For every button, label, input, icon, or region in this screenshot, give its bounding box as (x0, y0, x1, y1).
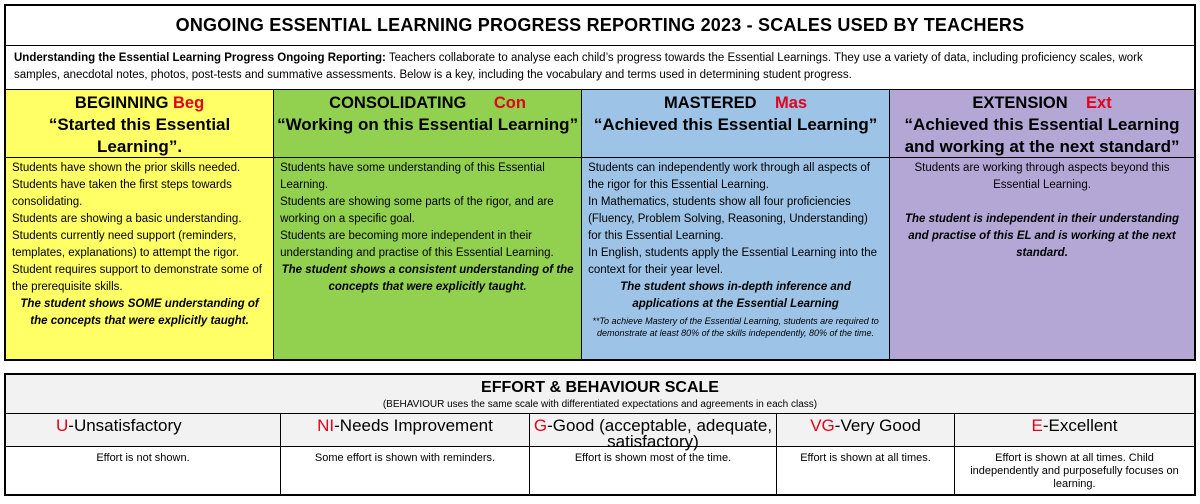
level-emphasis: The student is independent in their understanding and practise of this EL and is working at the next standard. (904, 213, 1180, 259)
level-quote: “Achieved this Essential Learning” (593, 115, 878, 134)
level-line: Students are working through aspects beyond this Essential Learning. (914, 162, 1170, 191)
level-line: In English, students apply the Essential Learning into the context for their year level. (588, 247, 878, 276)
effort-desc-g: Effort is shown most of the time. (530, 447, 777, 494)
effort-label-vg: VG-Very Good (777, 414, 955, 447)
level-abbr: Mas (774, 94, 808, 112)
level-emphasis: The student shows a consistent understanding of the concepts that were explicitly taught. (281, 264, 574, 293)
effort-title: EFFORT & BEHAVIOUR SCALE (481, 379, 719, 396)
learning-progress-table (4, 4, 1196, 361)
intro-paragraph (6, 46, 1194, 90)
level-extension (890, 90, 1194, 359)
level-line: Students are showing a basic understanding. (12, 213, 242, 225)
level-mastered-body (582, 158, 889, 359)
level-line: Students have shown the prior skills needed. (12, 162, 241, 174)
level-quote: “Working on this Essential Learning” (277, 115, 579, 134)
level-beginning-header (6, 90, 273, 158)
level-abbr: Con (493, 94, 526, 112)
effort-label-ni: NI-Needs Improvement (281, 414, 530, 447)
effort-header (6, 375, 1194, 414)
effort-label-e: E-Excellent (955, 414, 1194, 447)
level-name: MASTERED (664, 94, 757, 112)
effort-behaviour-table (4, 373, 1196, 496)
level-line: Student requires support to demonstrate some of the prerequisite skills. (12, 264, 262, 293)
level-extension-header (890, 90, 1194, 158)
effort-desc-row (6, 447, 1194, 494)
effort-label-u: U-Unsatisfactory (6, 414, 281, 447)
effort-desc-ni: Some effort is shown with reminders. (281, 447, 530, 494)
level-line: Students currently need support (reminders, templates, explanations) to attempt the rigor. (12, 230, 239, 259)
level-line: Students are showing some parts of the rigor, and are working on a specific goal. (280, 196, 554, 225)
level-footnote: **To achieve Mastery of the Essential Learning, students are required to demonstrate at least 80% of the skills independently, 80% of the time. (592, 316, 879, 338)
level-line: Students can independently work through all aspects of the rigor for this Essential Learning. (588, 162, 870, 191)
level-abbr: Beg (173, 94, 205, 112)
level-quote: “Achieved this Essential Learning and working at the next standard” (904, 115, 1180, 156)
effort-desc-vg: Effort is shown at all times. (777, 447, 955, 494)
level-abbr: Ext (1086, 94, 1112, 112)
intro-label: Understanding the Essential Learning Progress Ongoing Reporting: (14, 52, 386, 64)
level-name: CONSOLIDATING (329, 94, 467, 112)
level-extension-body (890, 158, 1194, 359)
page-title: ONGOING ESSENTIAL LEARNING PROGRESS REPORTING 2023 - SCALES USED BY TEACHERS (6, 6, 1194, 46)
level-emphasis: The student shows SOME understanding of the concepts that were explicitly taught. (20, 298, 259, 327)
effort-labels-row (6, 414, 1194, 451)
level-quote: “Started this Essential Learning”. (48, 115, 231, 156)
level-consolidating-body (274, 158, 581, 359)
level-line: In Mathematics, students show all four proficiencies (Fluency, Problem Solving, Reasoning, Understanding) for this Essential Learning. (588, 196, 868, 242)
level-consolidating-header (274, 90, 581, 158)
level-consolidating (274, 90, 582, 359)
level-name: EXTENSION (972, 94, 1068, 112)
effort-note: (BEHAVIOUR uses the same scale with differentiated expectations and agreements in each class) (382, 399, 818, 410)
level-name: BEGINNING (74, 94, 169, 112)
level-line: Students are becoming more independent in their understanding and practise of this Essential Learning. (280, 230, 554, 259)
levels-grid (6, 90, 1194, 359)
effort-desc-u: Effort is not shown. (6, 447, 281, 494)
intro-text: Teachers collaborate to analyse each child’s progress towards the Essential Learnings. They use a variety of data, including proficiency scales, work samples, anecdotal notes, photos, post-tests and summative assessments. Below is a key, including the vocabulary and terms used in determining student progress. (14, 52, 1143, 81)
level-line: Students have taken the first steps towards consolidating. (12, 179, 232, 208)
level-mastered-header (582, 90, 889, 158)
effort-desc-e: Effort is shown at all times. Child independently and purposefully focuses on learning. (970, 452, 1179, 490)
effort-label-g: G-Good (acceptable, adequate, satisfactory) (530, 414, 777, 447)
level-beginning-body (6, 158, 273, 359)
level-line: Students have some understanding of this Essential Learning. (280, 162, 545, 191)
level-mastered (582, 90, 890, 359)
level-emphasis: The student shows in-depth inference and applications at the Essential Learning (620, 281, 851, 310)
level-beginning (6, 90, 274, 359)
